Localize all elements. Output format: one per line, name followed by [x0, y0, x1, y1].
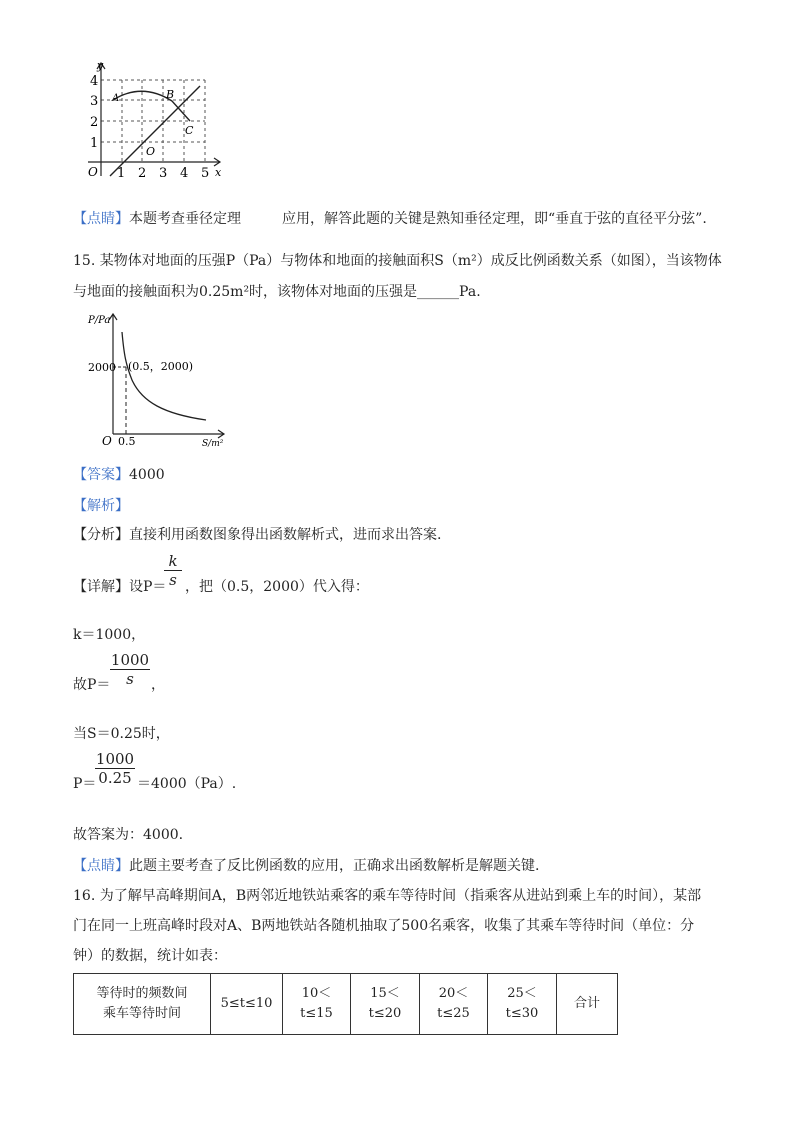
x-tick-3: 3: [159, 166, 168, 181]
hyperbola-curve: [122, 332, 206, 420]
q14-dianjing-text2: 应用，解答此题的关键是熟知垂径定理，即“垂直于弦的直径平分弦”.: [282, 211, 707, 227]
col-total: [557, 974, 618, 1035]
point-c-label: C: [185, 124, 194, 137]
arc-curve: [113, 91, 190, 121]
q14-dianjing: [73, 208, 241, 228]
detail-pre: 设P＝: [129, 579, 167, 595]
q14-dianjing-tag: 【点睛】: [73, 211, 129, 227]
x-tick-1: 1: [117, 166, 126, 181]
y-axis-label: y: [97, 59, 104, 72]
header-bottom: 乘车等待时间: [102, 1006, 181, 1021]
waiting-time-table: [73, 973, 618, 1035]
y-tick-2: 2: [90, 115, 99, 130]
analysis-tag: 【解析】: [73, 498, 129, 514]
col-5-10: [211, 974, 283, 1035]
frac-p-num: 1000: [110, 651, 150, 669]
q15-line1: 15. 某物体对地面的压强P（Pa）与物体和地面的接触面积S（m²）成反比例函数关系（如图），当该物体: [73, 253, 722, 269]
point-label: (0.5，2000): [128, 360, 194, 373]
fenxi-text: 直接利用函数图象得出函数解析式，进而求出答案.: [129, 527, 442, 543]
col-25-30: [488, 974, 557, 1035]
frac-calc-den: 0.25: [95, 768, 135, 787]
table-row: [74, 974, 618, 1035]
frac-p-den: s: [110, 669, 150, 688]
table-header-diagonal-cell: [74, 974, 211, 1035]
q16-line3: 钟）的数据，统计如表：: [73, 948, 227, 964]
point-a-label: A: [112, 93, 120, 104]
inverse-proportion-graph: [84, 310, 234, 450]
col-25-30-l1: 25＜: [507, 986, 537, 1001]
fenxi-tag: 【分析】: [73, 527, 129, 543]
col-20-25-l2: t≤25: [437, 1006, 470, 1021]
fraction-1000-over-025: [95, 750, 135, 787]
col-15-20-l1: 15＜: [370, 986, 400, 1001]
p-formula-pre: 故P＝: [73, 677, 111, 693]
frac-k-den: s: [164, 570, 182, 589]
col-10-15-l1: 10＜: [301, 986, 332, 1001]
p-formula-post: ，: [151, 677, 165, 693]
q16-line2: 门在同一上班高峰时段对A、B两地铁站各随机抽取了500名乘客，收集了其乘车等待时间（单位：分: [73, 918, 695, 934]
col-15-20-l2: t≤20: [368, 1006, 402, 1021]
p-axis-label: P/Pa: [88, 315, 111, 326]
col-20-25: [420, 974, 488, 1035]
calc-post: ＝4000（Pa）.: [137, 776, 237, 792]
q15-dianjing: [73, 855, 539, 875]
y-tick-4: 4: [90, 74, 99, 89]
q16-line1: 16. 为了解早高峰期间A，B两邻近地铁站乘客的乘车等待时间（指乘客从进站到乘上车的时间），某部: [73, 888, 702, 904]
y-tick-1: 1: [90, 136, 99, 151]
detail-post: ，把（0.5，2000）代入得：: [185, 579, 369, 595]
x-tick-5: 5: [201, 166, 210, 181]
frac-k-num: k: [168, 552, 178, 570]
col-total-l1: 合计: [573, 996, 600, 1011]
x-tick-0-5: 0.5: [118, 435, 136, 448]
y-tick-3: 3: [90, 94, 99, 109]
header-top: 等待时的频数间: [96, 986, 188, 1001]
q15-line2: 与地面的接触面积为0.25m²时，该物体对地面的压强是______Pa.: [73, 284, 481, 300]
detail-tag: 【详解】: [73, 579, 129, 595]
y-tick-2000: 2000: [88, 361, 116, 374]
fenxi-line: [73, 524, 441, 544]
col-10-15-l2: t≤15: [300, 1006, 333, 1021]
origin-label-2: O: [102, 434, 112, 448]
col-25-30-l2: t≤30: [505, 1006, 539, 1021]
answer-tag: 【答案】: [73, 467, 129, 483]
col-10-15: [283, 974, 351, 1035]
calc-pre: P＝: [73, 776, 97, 792]
q15-dianjing-tag: 【点睛】: [73, 858, 129, 874]
x-tick-2: 2: [138, 166, 147, 181]
x-tick-4: 4: [180, 166, 189, 181]
detail-line: [73, 576, 166, 596]
fraction-k-over-s: [164, 552, 182, 589]
x-axis-label: x: [215, 166, 222, 179]
answer-line: [73, 464, 165, 484]
q14-dianjing-text: 本题考查垂径定理: [129, 211, 241, 227]
coordinate-grid-graph: [80, 58, 230, 183]
when-s-line: 当S＝0.25时，: [73, 726, 170, 742]
col-20-25-l1: 20＜: [438, 986, 469, 1001]
k-value-line: k＝1000，: [73, 627, 146, 643]
point-o-label: O: [146, 145, 156, 158]
fraction-1000-over-s: [110, 651, 150, 688]
s-axis-label: S/m²: [202, 439, 224, 449]
q15-dianjing-text: 此题主要考查了反比例函数的应用，正确求出函数解析是解题关键.: [129, 858, 540, 874]
frac-calc-num: 1000: [95, 750, 135, 768]
origin-label: O: [88, 165, 98, 179]
col-15-20: [351, 974, 420, 1035]
answer-value: 4000: [129, 467, 165, 483]
col-5-10-l1: 5≤t≤10: [220, 996, 273, 1011]
final-answer: 故答案为：4000.: [73, 827, 184, 843]
point-b-label: B: [166, 88, 175, 101]
